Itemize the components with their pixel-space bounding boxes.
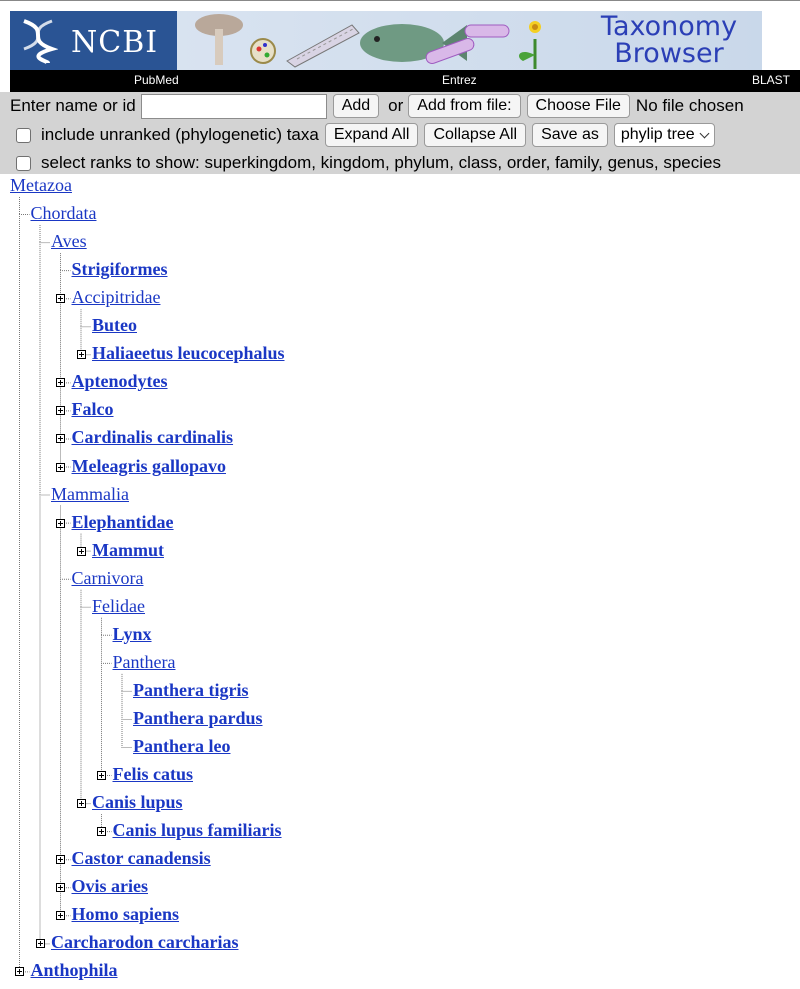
- tree-node-canis-lupus[interactable]: Canis lupus: [92, 792, 183, 813]
- tree-node-meleagris-gallopavo[interactable]: Meleagris gallopavo: [71, 455, 226, 476]
- nav-link-entrez[interactable]: Entrez: [442, 73, 477, 87]
- tree-node-haliaeetus-leucocephalus[interactable]: Haliaeetus leucocephalus: [92, 343, 285, 364]
- dna-helix-icon: [18, 17, 58, 65]
- add-from-file-button[interactable]: Add from file:: [408, 94, 520, 118]
- expand-all-button[interactable]: Expand All: [325, 123, 419, 147]
- expand-plus-icon[interactable]: [56, 519, 65, 528]
- ranks-checkbox[interactable]: [16, 156, 31, 171]
- organism-illustrations: [177, 11, 597, 70]
- tree-node-cardinalis-cardinalis[interactable]: Cardinalis cardinalis: [71, 427, 234, 448]
- expand-plus-icon[interactable]: [97, 827, 106, 836]
- choose-file-button[interactable]: Choose File: [527, 94, 630, 118]
- tree-node-felidae[interactable]: Felidae: [92, 595, 145, 616]
- expand-plus-icon[interactable]: [56, 911, 65, 920]
- format-select-value: phylip tree: [620, 126, 695, 143]
- mushroom-icon: [195, 14, 243, 65]
- expand-plus-icon[interactable]: [77, 547, 86, 556]
- tree-node-felis-catus[interactable]: Felis catus: [112, 764, 193, 785]
- or-text: or: [388, 96, 404, 115]
- taxonomy-tree: [0, 174, 800, 989]
- tree-node-mammalia[interactable]: Mammalia: [51, 483, 129, 504]
- tree-node-castor-canadensis[interactable]: Castor canadensis: [71, 848, 211, 869]
- expand-plus-icon[interactable]: [56, 406, 65, 415]
- tree-node-panthera-tigris[interactable]: Panthera tigris: [133, 679, 249, 700]
- expand-plus-icon[interactable]: [56, 434, 65, 443]
- control-panel: [0, 92, 800, 174]
- tree-node-buteo[interactable]: Buteo: [92, 315, 137, 336]
- tree-node-anthophila[interactable]: Anthophila: [30, 960, 118, 981]
- tree-node-canis-lupus-familiaris[interactable]: Canis lupus familiaris: [112, 820, 282, 841]
- unranked-checkbox[interactable]: [16, 128, 31, 143]
- expand-plus-icon[interactable]: [56, 855, 65, 864]
- tree-node-panthera-leo[interactable]: Panthera leo: [133, 736, 231, 756]
- tree-node-elephantidae[interactable]: Elephantidae: [71, 511, 174, 532]
- tree-node-mammut[interactable]: Mammut: [92, 539, 164, 560]
- tree-node-metazoa[interactable]: Metazoa: [10, 175, 72, 195]
- ranks-row: [0, 149, 721, 177]
- taxonomy-banner: [10, 11, 762, 70]
- expand-plus-icon[interactable]: [56, 294, 65, 303]
- tree-node-carnivora[interactable]: Carnivora: [71, 567, 144, 588]
- tree-node-carcharodon-carcharias[interactable]: Carcharodon carcharias: [51, 932, 239, 953]
- tree-node-chordata[interactable]: Chordata: [30, 203, 97, 224]
- title-line-2: Browser: [614, 38, 724, 69]
- name-input[interactable]: [141, 94, 327, 119]
- tree-options-row: [0, 121, 715, 149]
- name-label: Enter name or id: [10, 96, 136, 115]
- collapse-all-button[interactable]: Collapse All: [424, 123, 526, 147]
- diatom-icon: [287, 25, 359, 67]
- chevron-down-icon: [699, 128, 709, 138]
- expand-plus-icon[interactable]: [97, 771, 106, 780]
- taxonomy-browser-title: [584, 13, 754, 67]
- virus-icon: [251, 39, 275, 63]
- tree-node-accipitridae[interactable]: Accipitridae: [71, 287, 161, 308]
- expand-plus-icon[interactable]: [36, 939, 45, 948]
- tree-node-strigiformes[interactable]: Strigiformes: [71, 259, 168, 280]
- expand-plus-icon[interactable]: [77, 350, 86, 359]
- expand-plus-icon[interactable]: [77, 799, 86, 808]
- save-as-button[interactable]: Save as: [532, 123, 608, 147]
- expand-plus-icon[interactable]: [56, 883, 65, 892]
- window-top-border: [0, 0, 800, 1]
- tree-node-panthera[interactable]: Panthera: [112, 651, 176, 672]
- file-status: No file chosen: [635, 96, 744, 115]
- format-select[interactable]: [614, 123, 715, 147]
- nav-link-pubmed[interactable]: PubMed: [134, 73, 179, 87]
- tree-node-ovis-aries[interactable]: Ovis aries: [71, 876, 148, 897]
- expand-plus-icon[interactable]: [15, 967, 24, 976]
- unranked-label: include unranked (phylogenetic) taxa: [41, 125, 319, 144]
- tree-node-panthera-pardus[interactable]: Panthera pardus: [133, 707, 263, 728]
- ncbi-logo[interactable]: [10, 11, 177, 70]
- tree-node-falco[interactable]: Falco: [71, 399, 114, 420]
- add-taxon-row: [0, 92, 744, 120]
- tree-node-homo-sapiens[interactable]: Homo sapiens: [71, 904, 180, 925]
- title-line-1: Taxonomy: [600, 11, 738, 42]
- tree-node-aptenodytes[interactable]: Aptenodytes: [71, 371, 168, 392]
- tree-node-aves[interactable]: Aves: [51, 231, 87, 252]
- top-nav-bar: [10, 70, 800, 92]
- flower-icon: [519, 21, 541, 69]
- add-button[interactable]: Add: [333, 94, 379, 118]
- expand-plus-icon[interactable]: [56, 378, 65, 387]
- tree-node-lynx[interactable]: Lynx: [112, 623, 152, 644]
- ncbi-logo-text: NCBI: [71, 25, 159, 60]
- expand-plus-icon[interactable]: [56, 463, 65, 472]
- ranks-label: select ranks to show: superkingdom, kingdom, phylum, class, order, family, genus, species: [41, 153, 721, 172]
- nav-link-blast[interactable]: BLAST: [751, 73, 790, 87]
